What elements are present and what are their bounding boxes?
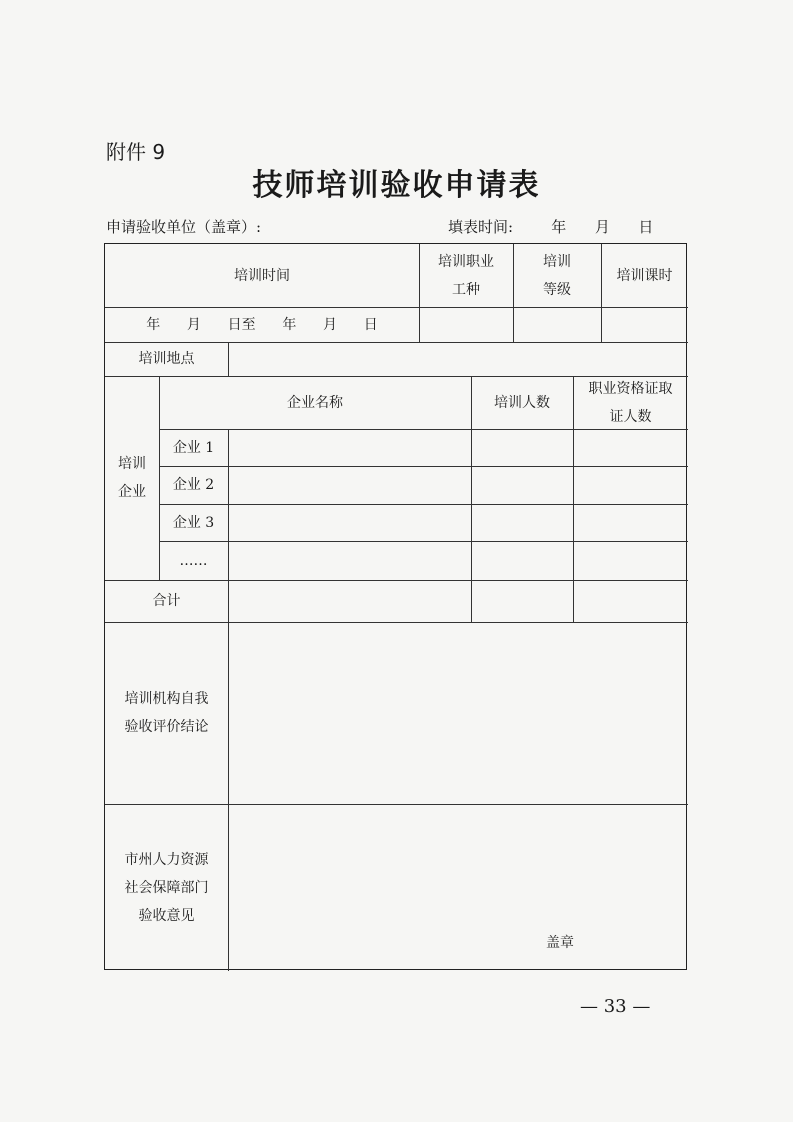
enterprise-section-label: 培训 企业 — [118, 456, 146, 500]
fill-time-label: 填表时间: — [448, 218, 514, 236]
header-occupation: 培训职业 工种 — [438, 253, 494, 298]
header-level: 培训 等级 — [543, 253, 571, 298]
col-divider — [228, 342, 229, 376]
application-table — [104, 243, 687, 970]
header-training-time: 培训时间 — [234, 267, 290, 284]
total-label: 合计 — [152, 593, 181, 609]
applicant-label: 申请验收单位（盖章）: — [106, 218, 262, 236]
page-number: — 33 — — [580, 996, 651, 1017]
row-divider — [159, 541, 688, 542]
header-enterprise-name: 企业名称 — [287, 394, 343, 411]
header-trainee-count: 培训人数 — [494, 394, 550, 411]
fill-time — [448, 216, 653, 237]
fill-time-date: 年 月 日 — [551, 218, 654, 236]
enterprise-2: 企业 2 — [172, 477, 215, 493]
department-opinion-label: 市州人力资源 社会保障部门 验收意见 — [124, 851, 209, 924]
annex-label: 附件 9 — [106, 140, 166, 164]
header-hours: 培训课时 — [616, 267, 673, 284]
enterprise-more: …… — [179, 552, 208, 569]
self-evaluation-label: 培训机构自我 验收评价结论 — [124, 691, 209, 735]
document-title: 技师培训验收申请表 — [252, 168, 541, 203]
header-certified-count: 职业资格证取 证人数 — [588, 380, 673, 425]
training-date-range: 年 月 日至 年 月 日 — [146, 316, 378, 333]
location-label: 培训地点 — [138, 351, 195, 367]
row-divider — [159, 466, 688, 467]
seal-label: 盖章 — [546, 935, 574, 951]
enterprise-1: 企业 1 — [172, 439, 215, 456]
enterprise-3: 企业 3 — [172, 514, 215, 531]
col-divider — [228, 429, 229, 580]
row-divider — [159, 504, 688, 505]
col-divider — [228, 580, 229, 971]
